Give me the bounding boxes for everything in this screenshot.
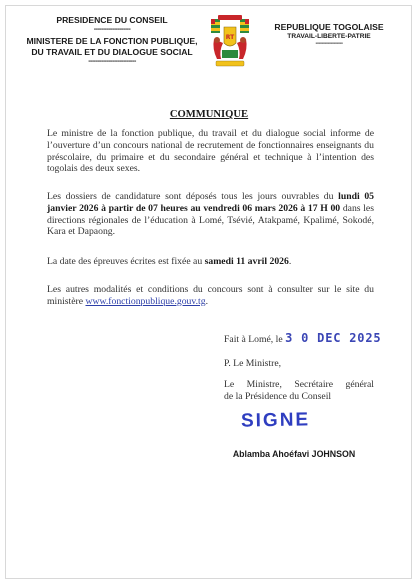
- togo-coat-of-arms-icon: [208, 13, 252, 73]
- document-title: COMMUNIQUE: [169, 109, 249, 120]
- svg-text:RT: RT: [225, 34, 235, 41]
- application-intro: Les dossiers de candidature sont déposés tous les jours ouvrables du: [47, 191, 339, 202]
- application-period: lundi 05 janvier 2026 à partir de 07 heures au vendredi 06 mars 2026 à 17 H 00: [47, 191, 375, 214]
- header-left-divider-2: --------------------------: [88, 58, 136, 65]
- header-left-divider-1: --------------------: [93, 26, 131, 33]
- paragraph-exam-date: [47, 256, 374, 268]
- header-right: [256, 22, 402, 48]
- national-motto: TRAVAIL-LIBERTE-PATRIE: [287, 33, 371, 40]
- paragraph-announcement: Le ministre de la fonction publique, du travail et du dialogue social informe de l’ouverture d’un concours national de recrutement de fonctionnaires enseignants du préscolaire, du primaire et du secondaire général et technique à l’intention des togolais des deux sexes.: [47, 128, 374, 175]
- application-locations: dans les directions régionales de l’éducation à Lomé, Tsévié, Atakpamé, Kpalimé, Sokodé, Kara et Dapaong.: [47, 202, 374, 238]
- presidence-label: PRESIDENCE DU CONSEIL: [56, 15, 168, 25]
- signature-place-date: [224, 333, 381, 346]
- ministry-website-link[interactable]: www.fonctionpublique.gouv.tg: [85, 295, 206, 307]
- exam-date: samedi 11 avril 2026: [204, 256, 289, 267]
- place-label: Fait à Lomé, le: [224, 334, 286, 345]
- ministry-name-line2: DU TRAVAIL ET DU DIALOGUE SOCIAL: [31, 47, 193, 57]
- paragraph-application-dates: [47, 191, 374, 238]
- more-info-text: Les autres modalités et conditions du concours sont à consulter sur le site du ministère: [47, 284, 374, 307]
- signed-stamp: SIGNE: [240, 409, 311, 432]
- header-left: [22, 15, 202, 66]
- signatory-name: Ablamba Ahoéfavi JOHNSON: [232, 449, 356, 459]
- exam-date-end: .: [288, 256, 292, 267]
- signatory-role-line2: de la Présidence du Conseil: [224, 391, 332, 402]
- for-minister-label: P. Le Ministre,: [224, 358, 282, 369]
- more-info-end: .: [205, 295, 208, 307]
- ministry-name-line1: MINISTERE DE LA FONCTION PUBLIQUE,: [26, 36, 198, 46]
- date-stamp: 3 0 DEC 2025: [285, 331, 382, 345]
- signatory-role-line1: Le Ministre, Secrétaire général: [224, 379, 374, 390]
- republic-label: REPUBLIQUE TOGOLAISE: [274, 22, 384, 32]
- paragraph-more-info: [47, 284, 374, 308]
- exam-date-intro: La date des épreuves écrites est fixée au: [47, 256, 205, 267]
- header-right-divider: ------------------: [315, 41, 343, 47]
